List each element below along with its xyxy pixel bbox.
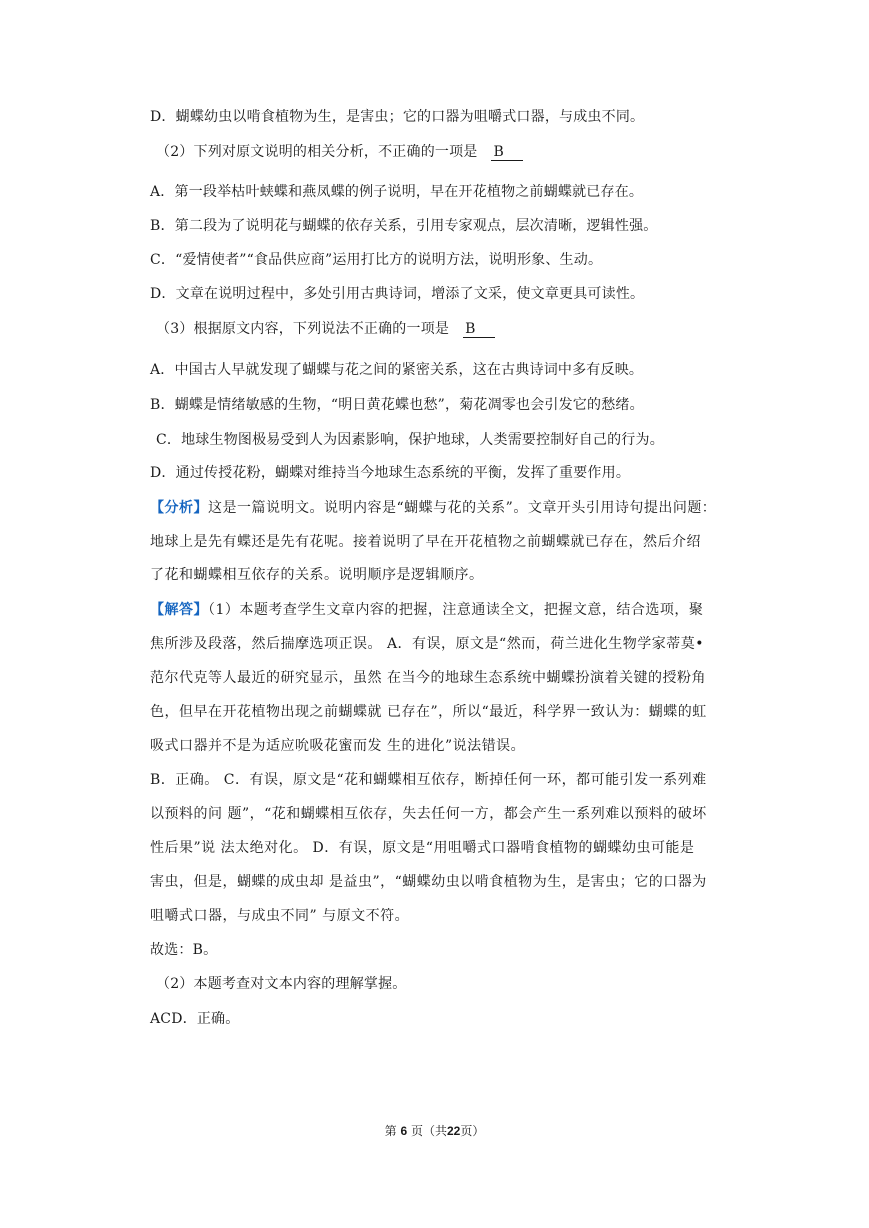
analysis-line-2: 地球上是先有蝶还是先有花呢。接着说明了早在开花植物之前蝴蝶就已存在，然后介绍: [150, 534, 701, 550]
analysis-tag: 【分析】: [150, 500, 208, 516]
q3-option-b: B．蝴蝶是情绪敏感的生物，“明日黄花蝶也愁”，菊花凋零也会引发它的愁绪。: [150, 397, 644, 413]
q3-option-a: A．中国古人早就发现了蝴蝶与花之间的紧密关系，这在古典诗词中多有反映。: [150, 362, 644, 378]
analysis-line-3: 了花和蝴蝶相互依存的关系。说明顺序是逻辑顺序。: [150, 567, 484, 583]
solution-part-2-answer: ACD．正确。: [150, 1011, 240, 1027]
solution-line-6: B．正确。 C．有误，原文是“花和蝴蝶相互依存，断掉任何一环，都可能引发一系列难: [150, 772, 707, 788]
q2-option-b: B．第二段为了说明花与蝴蝶的依存关系，引用专家观点，层次清晰，逻辑性强。: [150, 218, 658, 234]
q3-stem: [156, 320, 756, 338]
page-number: 6: [400, 1124, 408, 1138]
solution-part-2: （2）本题考查对文本内容的理解掌握。: [156, 976, 407, 992]
solution-tag: 【解答】: [150, 602, 208, 618]
q2-answer-blank: B: [491, 145, 523, 161]
solution-line-2: 焦所涉及段落，然后揣摩选项正误。 A．有误，原文是“然而，荷兰进化生物学家蒂莫•: [150, 636, 704, 652]
solution-line-7: 以预料的问 题”，“花和蝴蝶相互依存，失去任何一方，都会产生一系列难以预料的破坏: [150, 806, 707, 822]
q1-option-d: D．蝴蝶幼虫以啃食植物为生，是害虫；它的口器为咀嚼式口器，与成虫不同。: [150, 109, 645, 125]
q3-option-d: D．通过传授花粉，蝴蝶对维持当今地球生态系统的平衡，发挥了重要作用。: [150, 465, 631, 481]
solution-line-8: 性后果”说 法太绝对化。 D．有误，原文是“用咀嚼式口器啃食植物的蝴蝶幼虫可能是: [150, 840, 695, 856]
footer-middle: 页（共: [410, 1124, 447, 1138]
footer-prefix: 第: [384, 1124, 397, 1138]
footer-suffix: 页）: [460, 1124, 485, 1138]
analysis-line-1: [150, 499, 750, 517]
q3-answer-blank: B: [463, 322, 495, 338]
solution-line-1: [150, 601, 750, 619]
q2-option-a: A．第一段举枯叶蛱蝶和燕凤蝶的例子说明，早在开花植物之前蝴蝶就已存在。: [150, 184, 644, 200]
solution-choice: 故选：B。: [150, 942, 218, 958]
solution-line-10: 咀嚼式口器，与成虫不同” 与原文不符。: [150, 908, 410, 924]
page-total: 22: [447, 1124, 461, 1138]
solution-line-5: 吸式口器并不是为适应吮吸花蜜而发 生的进化”说法错误。: [150, 738, 526, 754]
page-footer: [0, 1122, 869, 1139]
q2-stem: [156, 143, 756, 161]
q3-stem-text: （3）根据原文内容，下列说法不正确的一项是: [156, 321, 450, 337]
analysis-text-1: 这是一篇说明文。说明内容是“蝴蝶与花的关系”。文章开头引用诗句提出问题：: [208, 500, 717, 516]
solution-line-9: 害虫，但是，蝴蝶的成虫却 是益虫”，“蝴蝶幼虫以啃食植物为生，是害虫；它的口器为: [150, 874, 707, 890]
solution-line-3: 范尔代克等人最近的研究显示，虽然 在当今的地球生态系统中蝴蝶扮演着关键的授粉角: [150, 670, 706, 686]
solution-text-1: （1）本题考查学生文章内容的把握，注意通读全文，把握文意，结合选项，聚: [208, 602, 704, 618]
q2-option-c: C．“爱情使者”“食品供应商”运用打比方的说明方法，说明形象、生动。: [150, 252, 603, 268]
q2-stem-text: （2）下列对原文说明的相关分析，不正确的一项是: [156, 144, 478, 160]
solution-line-4: 色，但早在开花植物出现之前蝴蝶就 已存在”，所以“最近，科学界一致认为：蝴蝶的虹: [150, 704, 707, 720]
q2-option-d: D．文章在说明过程中，多处引用古典诗词，增添了文采，使文章更具可读性。: [150, 286, 645, 302]
q3-option-c: C．地球生物图极易受到人为因素影响，保护地球，人类需要控制好自己的行为。: [156, 432, 664, 448]
